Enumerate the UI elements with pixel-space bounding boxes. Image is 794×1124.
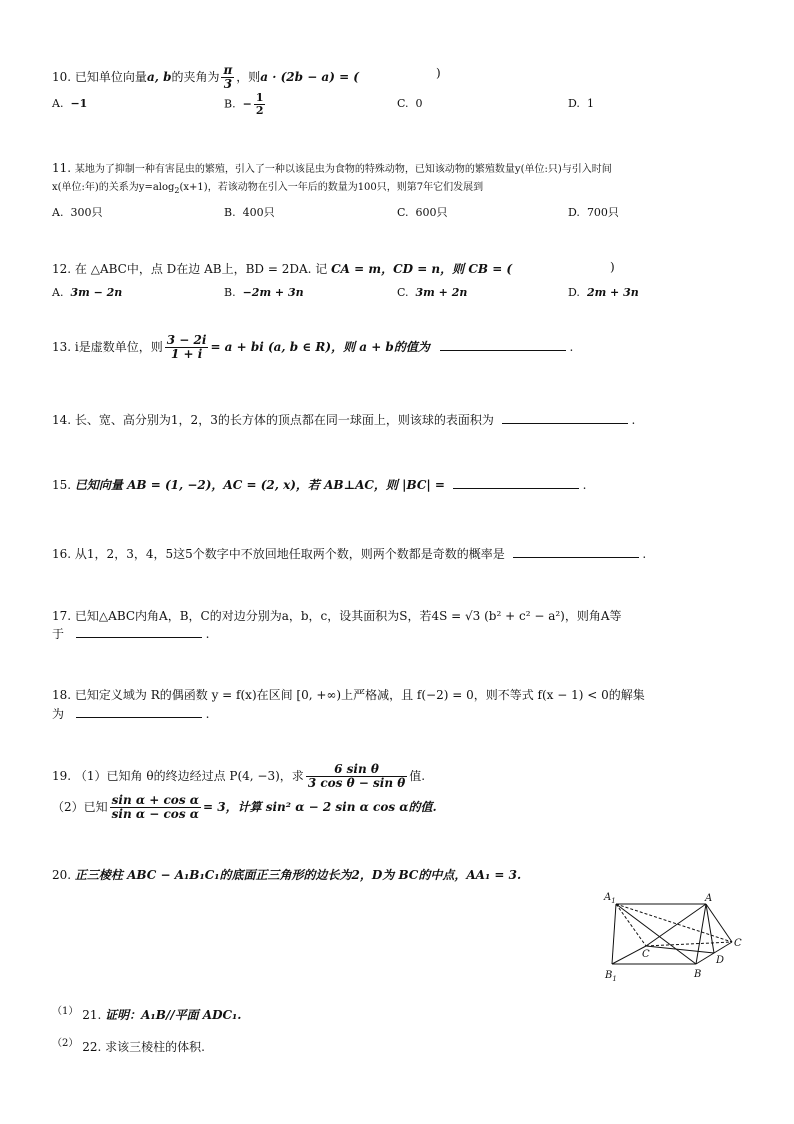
- option-value: −1: [70, 97, 88, 110]
- option-value: 3m + 2n: [415, 286, 468, 299]
- question-number: 10.: [52, 70, 72, 85]
- fraction: $\frac{\text{sin α + cos α}}{\text{sin α − cos α}}$: [111, 793, 199, 822]
- question-text: 已知定义域为 R的偶函数 y = f(x)在区间 [0, +∞)上严格减，且 f(−2) = 0，则不等式 f(x − 1) < 0的解集: [74, 688, 645, 702]
- option-value: −2m + 3n: [242, 286, 304, 299]
- period: .: [205, 627, 210, 641]
- answer-blank[interactable]: [76, 706, 202, 718]
- option-label: D.: [568, 286, 580, 299]
- question-18-line2: [52, 705, 210, 722]
- fraction: $\frac{3 - 2i}{1 + i}$: [166, 333, 207, 362]
- question-number: 18.: [52, 688, 72, 702]
- option-label: B.: [224, 286, 236, 299]
- part-tag: （1）: [52, 1006, 79, 1017]
- option-d[interactable]: [568, 286, 639, 299]
- option-label: D.: [568, 206, 580, 219]
- question-text: 值.: [409, 769, 426, 784]
- answer-blank[interactable]: [440, 339, 566, 351]
- option-label: B.: [224, 206, 236, 219]
- fraction: $\frac{1}{2}$: [255, 91, 264, 118]
- question-text: 从1，2，3，4，5这5个数字中不放回地任取两个数，则两个数都是奇数的概率是: [74, 547, 505, 561]
- math-expr: = 3，计算 sin² α − 2 sin α cos α的值.: [202, 800, 437, 815]
- question-text: 证明：A₁B//平面 ADC₁.: [105, 1008, 242, 1022]
- label-c: C: [734, 938, 742, 949]
- question-number: 21.: [82, 1008, 102, 1022]
- question-10: [52, 64, 359, 90]
- label-a1: $A_1$: [604, 892, 616, 905]
- question-number: 13.: [52, 340, 72, 355]
- option-d[interactable]: [568, 97, 594, 110]
- question-17: [52, 607, 622, 624]
- option-b[interactable]: [224, 92, 267, 117]
- option-value: 700只: [586, 206, 619, 219]
- fraction: $\frac{\pi}{3}$: [223, 63, 233, 92]
- question-text: i是虚数单位，则: [74, 340, 163, 355]
- question-text: 于: [52, 627, 65, 641]
- label-c1: C: [642, 949, 650, 960]
- option-label: C.: [397, 286, 409, 299]
- question-text: 某地为了抑制一种有害昆虫的繁殖，引入了一种以该昆虫为食物的特殊动物，已知该动物的繁殖数量y(单位:只)与引入时间: [74, 164, 612, 175]
- question-20-part2: [52, 1034, 205, 1055]
- question-20-part1: [52, 1002, 241, 1023]
- label-d: D: [716, 955, 725, 966]
- question-text: 已知△ABC内角A，B，C的对边分别为a，b，c，设其面积为S，若4S = √3 (b² + c² − a²)，则角A等: [74, 609, 622, 623]
- question-16: [52, 545, 646, 562]
- label-b: B: [694, 969, 702, 980]
- question-number: 14.: [52, 413, 72, 427]
- option-value: 300只: [70, 206, 103, 219]
- question-20: [52, 866, 521, 883]
- answer-blank[interactable]: [76, 626, 202, 638]
- period: .: [642, 547, 647, 561]
- question-number: 19.: [52, 769, 72, 784]
- option-a[interactable]: [52, 97, 87, 110]
- option-d[interactable]: [568, 204, 619, 220]
- prism-figure: [602, 890, 748, 986]
- question-text: 的夹角为: [171, 70, 220, 85]
- option-c[interactable]: [397, 286, 467, 299]
- label-b1: $B_1$: [605, 970, 617, 983]
- question-number: 22.: [82, 1040, 102, 1054]
- question-19-part1: [52, 763, 425, 790]
- option-label: C.: [397, 206, 409, 219]
- question-text: 在 △ABC中，点 D在边 AB上，BD = 2DA. 记: [74, 262, 328, 276]
- question-number: 20.: [52, 868, 72, 882]
- question-text: x(单位:年)的关系为y=alog: [52, 182, 175, 193]
- part-tag: （2）: [52, 1038, 79, 1049]
- math-expr: a, b: [146, 70, 172, 85]
- question-19-part2: [52, 794, 437, 821]
- question-14: [52, 411, 635, 428]
- question-11: [52, 160, 612, 175]
- question-text: 长、宽、高分别为1，2，3的长方体的顶点都在同一球面上，则该球的表面积为: [74, 413, 494, 427]
- answer-blank[interactable]: [453, 477, 579, 489]
- option-value: 3m − 2n: [70, 286, 123, 299]
- option-b[interactable]: [224, 204, 275, 220]
- label-a: A: [705, 893, 713, 904]
- option-c[interactable]: [397, 204, 448, 220]
- question-number: 12.: [52, 262, 72, 276]
- fraction: $\frac{\text{6 sin θ}}{\text{3 cos θ − sin θ}}$: [307, 762, 406, 791]
- option-value: 1: [586, 97, 594, 110]
- subscript: 2: [174, 186, 180, 195]
- question-text: （1）已知角 θ的终边经过点 P(4, −3)，求: [74, 769, 304, 784]
- math-expr: a · (2b − a) = (: [260, 70, 359, 85]
- question-15: [52, 476, 586, 493]
- option-value: 2m + 3n: [586, 286, 639, 299]
- question-text: (x+1)，若该动物在引入一年后的数量为100只，则第7年它们发展到: [179, 182, 484, 193]
- option-value: 0: [415, 97, 423, 110]
- question-number: 17.: [52, 609, 72, 623]
- option-label: A.: [52, 286, 64, 299]
- question-number: 11.: [52, 161, 72, 175]
- option-value: −: [242, 97, 252, 111]
- period: .: [569, 340, 574, 355]
- period: .: [631, 413, 636, 427]
- question-12: [52, 260, 512, 277]
- option-b[interactable]: [224, 286, 304, 299]
- math-expr: = a + bi (a, b ∈ R)，则 a + b的值为: [210, 340, 430, 355]
- question-text: 已知向量 AB = (1, −2)，AC = (2, x)，若 AB⊥AC，则 |BC| =: [74, 478, 445, 492]
- question-text: （2）已知: [52, 800, 108, 815]
- question-number: 15.: [52, 478, 72, 492]
- question-text: 已知单位向量: [74, 70, 147, 85]
- answer-paren-close: ): [610, 260, 615, 274]
- question-11-line2: [52, 178, 483, 195]
- question-text: 求该三棱柱的体积.: [105, 1040, 205, 1054]
- period: .: [205, 707, 210, 721]
- question-text: ，则: [236, 70, 261, 85]
- option-a[interactable]: [52, 286, 122, 299]
- option-label: C.: [397, 97, 409, 110]
- option-label: A.: [52, 97, 64, 110]
- math-expr: CA = m，CD = n，则 CB = (: [331, 262, 513, 276]
- answer-blank[interactable]: [502, 412, 628, 424]
- option-c[interactable]: [397, 97, 423, 110]
- answer-paren-close: ): [436, 66, 441, 80]
- answer-blank[interactable]: [513, 546, 639, 558]
- option-a[interactable]: [52, 204, 102, 220]
- question-text: 为: [52, 707, 65, 721]
- option-label: A.: [52, 206, 64, 219]
- question-17-line2: [52, 625, 210, 642]
- option-label: D.: [568, 97, 580, 110]
- question-number: 16.: [52, 547, 72, 561]
- question-text: 正三棱柱 ABC − A₁B₁C₁的底面正三角形的边长为2，D为 BC的中点，AA₁ = 3.: [74, 868, 522, 882]
- question-13: [52, 334, 573, 361]
- option-label: B.: [224, 97, 236, 111]
- option-value: 600只: [415, 206, 448, 219]
- period: .: [582, 478, 587, 492]
- option-value: 400只: [242, 206, 275, 219]
- question-18: [52, 686, 645, 703]
